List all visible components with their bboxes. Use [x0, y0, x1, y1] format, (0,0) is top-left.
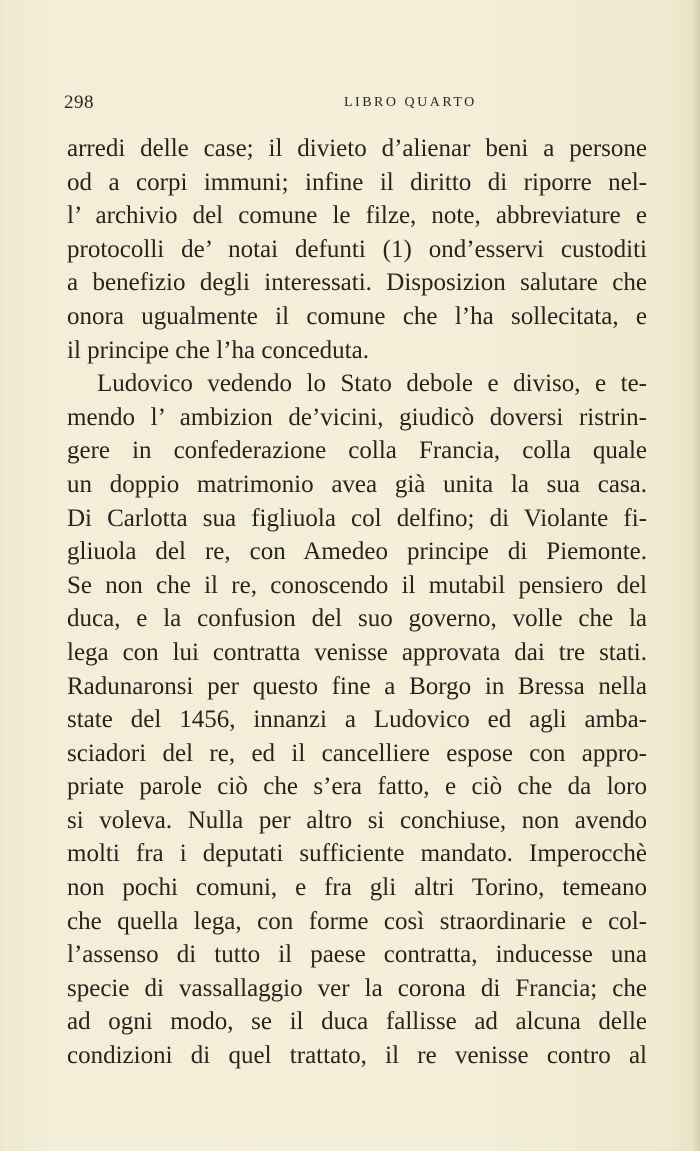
text-line: duca, e la confusion del suo governo, volle che la [67, 605, 647, 633]
text-line: che quella lega, con forme così straordinarie e col- [67, 907, 647, 935]
text-line: od a corpi immuni; infine il diritto di riporre nel- [67, 168, 647, 196]
text-line: a benefizio degli interessati. Disposizion salutare che [67, 269, 647, 297]
text-line: ad ogni modo, se il duca fallisse ad alcuna delle [67, 1008, 647, 1036]
text-line: si voleva. Nulla per altro si conchiuse, non avendo [67, 806, 647, 834]
text-line: onora ugualmente il comune che l’ha sollecitata, e [67, 302, 647, 330]
text-line: gliuola del re, con Amedeo principe di Piemonte. [67, 538, 647, 566]
text-line: condizioni di quel trattato, il re venisse contro al [67, 1042, 647, 1070]
paragraph-first-line: Ludovico vedendo lo Stato debole e diviso, e te- [97, 370, 647, 398]
text-line: gere in confederazione colla Francia, colla quale [67, 437, 647, 465]
text-line: non pochi comuni, e fra gli altri Torino, temeano [67, 874, 647, 902]
page-number: 298 [64, 92, 94, 113]
text-line: protocolli de’ notai defunti (1) ond’esservi custoditi [67, 235, 647, 263]
page-edge-shadow [692, 0, 700, 1151]
text-line: state del 1456, innanzi a Ludovico ed agli amba- [67, 706, 647, 734]
text-line: Radunaronsi per questo fine a Borgo in Bressa nella [67, 672, 647, 700]
text-line: sciadori del re, ed il cancelliere espose con appro- [67, 739, 647, 767]
text-line: un doppio matrimonio avea già unita la sua casa. [67, 470, 647, 498]
text-line: l’ archivio del comune le filze, note, abbreviature e [67, 202, 647, 230]
text-line: arredi delle case; il divieto d’alienar beni a persone [67, 135, 647, 162]
running-head [64, 92, 644, 116]
text-line: mendo l’ ambizion de’vicini, giudicò doversi ristrin- [67, 403, 647, 431]
text-line: Di Carlotta sua figliuola col delfino; di Violante fi- [67, 504, 647, 532]
text-line: il principe che l’ha conceduta. [67, 336, 369, 364]
text-line: molti fra i deputati sufficiente mandato. Imperocchè [67, 840, 647, 868]
text-line: specie di vassallaggio ver la corona di Francia; che [67, 974, 647, 1002]
text-line: Se non che il re, conoscendo il mutabil pensiero del [67, 571, 647, 599]
body-text [67, 132, 647, 1073]
text-line: lega con lui contratta venisse approvata dai tre stati. [67, 638, 647, 666]
text-line: l’assenso di tutto il paese contratta, inducesse una [67, 941, 647, 969]
running-title: LIBRO QUARTO [344, 95, 477, 110]
text-line: priate parole ciò che s’era fatto, e ciò che da loro [67, 773, 647, 801]
